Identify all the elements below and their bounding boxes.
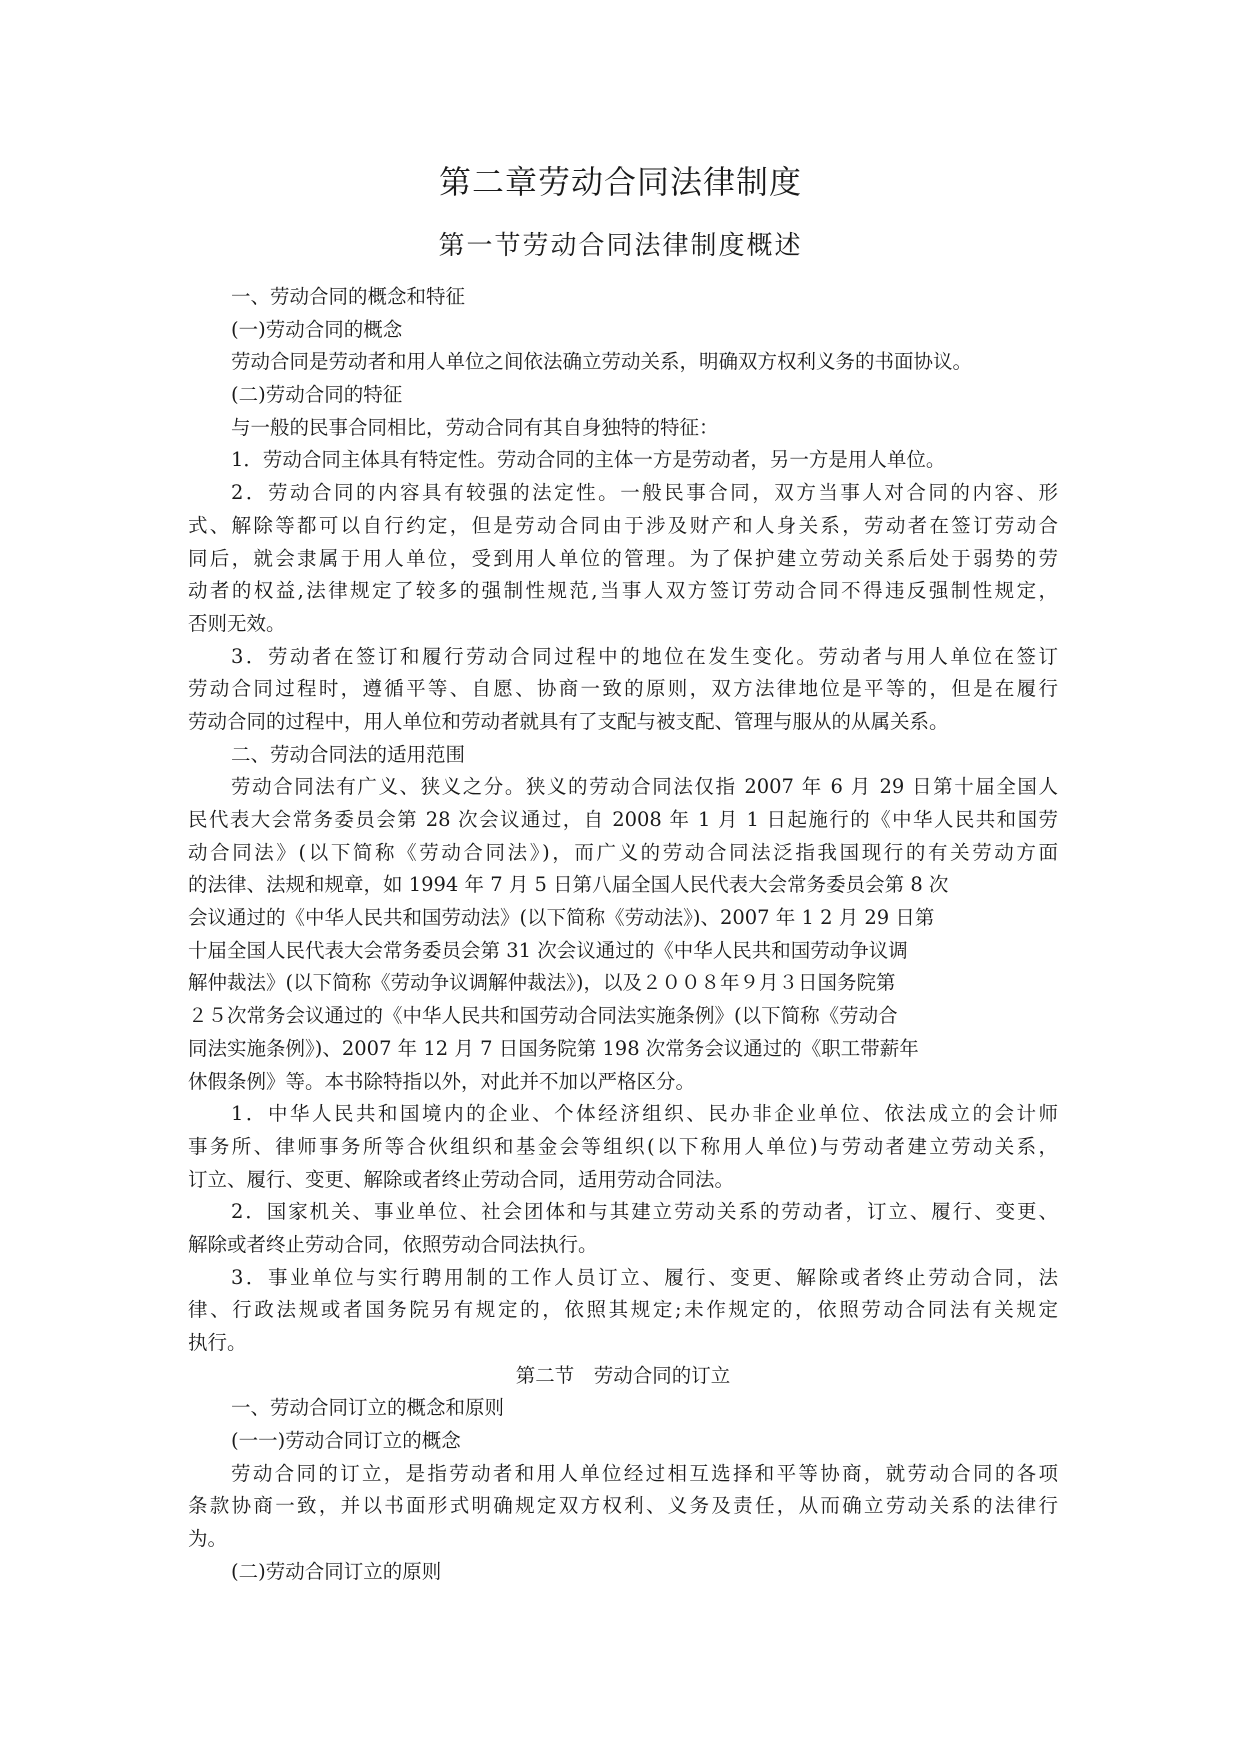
paragraph-line: 订立、履行、变更、解除或者终止劳动合同，适用劳动合同法。	[188, 1167, 735, 1191]
paragraph-line: 1．劳动合同主体具有特定性。劳动合同的主体一方是劳动者，另一方是用人单位。	[231, 448, 946, 472]
paragraph-line: 十届全国人民代表大会常务委员会第 31 次会议通过的《中华人民共和国劳动争议调	[188, 938, 908, 962]
paragraph-line: 3．劳动者在签订和履行劳动合同过程中的地位在发生变化。劳动者与用人单位在签订	[231, 644, 1058, 668]
paragraph-line: 动者的权益,法律规定了较多的强制性规范,当事人双方签订劳动合同不得违反强制性规定，	[188, 579, 1058, 603]
paragraph-line: 劳动合同的过程中，用人单位和劳动者就具有了支配与被支配、管理与服从的从属关系。	[188, 709, 949, 733]
paragraph-line: 解除或者终止劳动合同，依照劳动合同法执行。	[188, 1232, 598, 1256]
subheading: (一)劳动合同的概念	[231, 317, 403, 341]
subheading: (一一)劳动合同订立的概念	[231, 1429, 461, 1453]
paragraph-line: 1．中华人民共和国境内的企业、个体经济组织、民办非企业单位、依法成立的会计师	[231, 1102, 1058, 1126]
chapter-title: 第二章劳动合同法律制度	[438, 163, 802, 201]
section-2-title: 第二节 劳动合同的订立	[515, 1363, 731, 1387]
paragraph-line: 动合同法》(以下简称《劳动合同法》)，而广义的劳动合同法泛指我国现行的有关劳动方面	[188, 840, 1058, 864]
heading-1: 一、劳动合同订立的概念和原则	[231, 1396, 505, 1420]
paragraph-line: 解仲裁法》(以下简称《劳动争议调解仲裁法》)，以及２００８年９月３日国务院第	[188, 971, 896, 995]
heading-1: 一、劳动合同的概念和特征	[231, 285, 466, 308]
paragraph-line: 劳动合同的订立，是指劳动者和用人单位经过相互选择和平等协商，就劳动合同的各项	[231, 1461, 1058, 1485]
paragraph-line: 执行。	[188, 1331, 247, 1354]
paragraph-line: 为。	[188, 1527, 228, 1551]
paragraph-line: 式、解除等都可以自行约定，但是劳动合同由于涉及财产和人身关系，劳动者在签订劳动合	[188, 513, 1058, 537]
paragraph-line: 劳动合同是劳动者和用人单位之间依法确立劳动关系，明确双方权利义务的书面协议。	[231, 350, 973, 374]
paragraph-line: 事务所、律师事务所等合伙组织和基金会等组织(以下称用人单位)与劳动者建立劳动关系，	[188, 1134, 1058, 1158]
paragraph-line: 会议通过的《中华人民共和国劳动法》(以下简称《劳动法》)、2007 年 1 2 月 29 日第	[188, 906, 935, 930]
paragraph-line: 2．劳动合同的内容具有较强的法定性。一般民事合同，双方当事人对合同的内容、形	[231, 481, 1058, 505]
paragraph-line: 同后，就会隶属于用人单位，受到用人单位的管理。为了保护建立劳动关系后处于弱势的劳	[188, 546, 1058, 570]
paragraph-line: 条款协商一致，并以书面形式明确规定双方权利、义务及责任，从而确立劳动关系的法律行	[188, 1494, 1058, 1518]
subheading: (二)劳动合同订立的原则	[231, 1559, 442, 1583]
paragraph-line: 的法律、法规和规章，如 1994 年 7 月 5 日第八届全国人民代表大会常务委员会第 8 次	[188, 873, 949, 897]
heading-2: 二、劳动合同法的适用范围	[231, 742, 466, 766]
paragraph-line: 民代表大会常务委员会第 28 次会议通过，自 2008 年 1 月 1 日起施行的《中华人民共和国劳	[188, 808, 1058, 831]
paragraph-line: 3．事业单位与实行聘用制的工作人员订立、履行、变更、解除或者终止劳动合同，法	[231, 1265, 1058, 1289]
subheading: (二)劳动合同的特征	[231, 383, 403, 407]
paragraph-line: 劳动合同法有广义、狭义之分。狭义的劳动合同法仅指 2007 年 6 月 29 日第十届全国人	[231, 775, 1058, 799]
section-title: 第一节劳动合同法律制度概述	[438, 231, 803, 261]
paragraph-line: ２５次常务会议通过的《中华人民共和国劳动合同法实施条例》(以下简称《劳动合	[188, 1004, 898, 1028]
paragraph-line: 2．国家机关、事业单位、社会团体和与其建立劳动关系的劳动者，订立、履行、变更、	[231, 1200, 1058, 1224]
paragraph-line: 休假条例》等。本书除特指以外，对此并不加以严格区分。	[188, 1069, 696, 1093]
paragraph-line: 与一般的民事合同相比，劳动合同有其自身独特的特征：	[231, 415, 719, 439]
paragraph-line: 同法实施条例》)、2007 年 12 月 7 日国务院第 198 次常务会议通过的《职工带薪年	[188, 1036, 919, 1060]
paragraph-line: 否则无效。	[188, 611, 286, 635]
paragraph-line: 劳动合同过程时，遵循平等、自愿、协商一致的原则，双方法律地位是平等的，但是在履行	[188, 677, 1058, 701]
paragraph-line: 律、行政法规或者国务院另有规定的，依照其规定;未作规定的，依照劳动合同法有关规定	[188, 1298, 1058, 1322]
document-body	[188, 281, 1058, 1589]
